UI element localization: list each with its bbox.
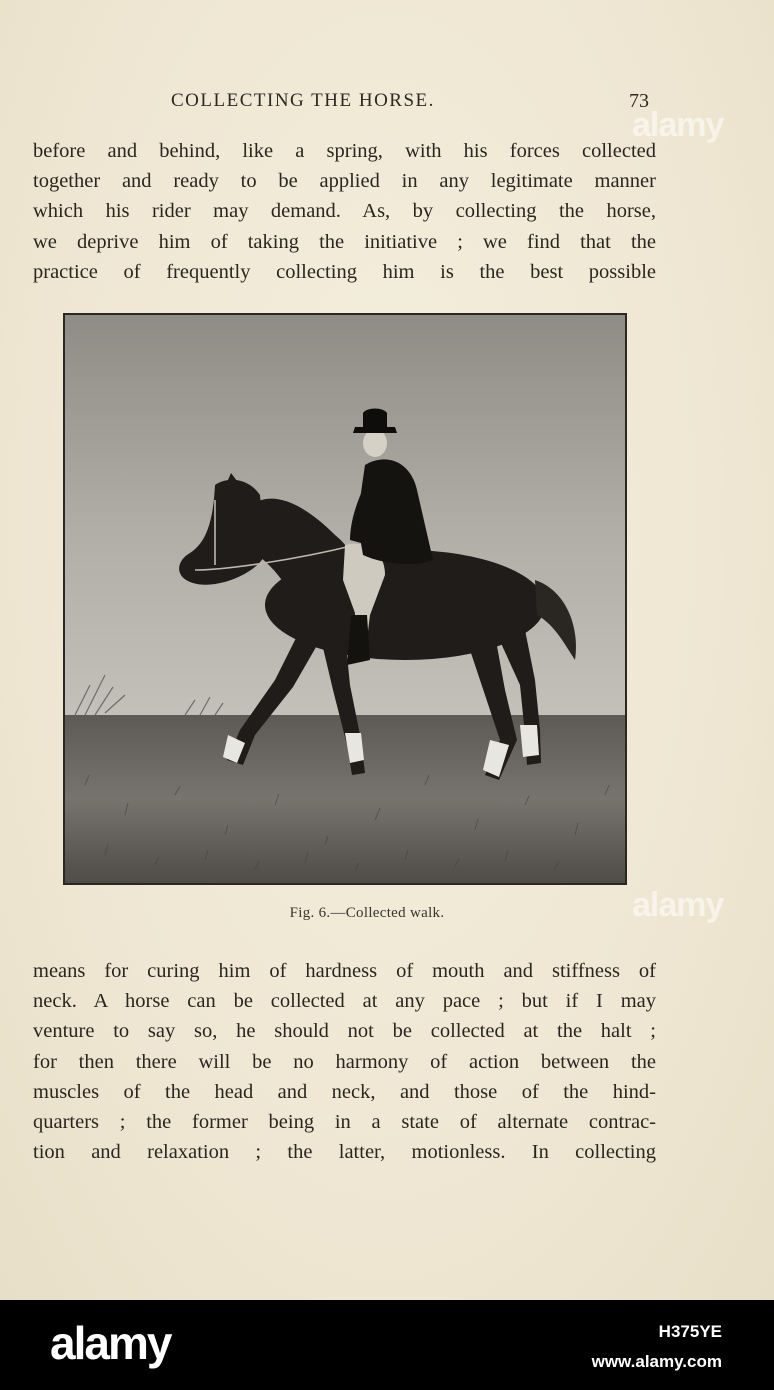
site-url: www.alamy.com <box>591 1352 722 1371</box>
text-line: quarters ; the former being in a state of alternate contrac- <box>33 1110 656 1133</box>
text-line: we deprive him of taking the initiative ; we find that the <box>33 230 656 253</box>
text-line: venture to say so, he should not be collected at the halt ; <box>33 1020 656 1043</box>
paragraph-top <box>33 136 656 287</box>
alamy-logo: alamy <box>50 1317 171 1369</box>
watermark: alamy <box>632 886 724 924</box>
text-line: neck. A horse can be collected at any pace ; but if I may <box>33 990 656 1013</box>
watermark: alamy <box>632 106 724 144</box>
paragraph-bottom <box>33 956 656 1167</box>
page-number: 73 <box>629 90 649 112</box>
text-line: muscles of the head and neck, and those of the hind- <box>33 1080 656 1103</box>
text-line: before and behind, like a spring, with his forces collected <box>33 140 656 162</box>
text-line: means for curing him of hardness of mouth and stiffness of <box>33 960 656 982</box>
text-line: practice of frequently collecting him is the best possible <box>33 260 656 283</box>
text-line: which his rider may demand. As, by collecting the horse, <box>33 200 656 223</box>
text-line: for then there will be no harmony of action between the <box>33 1050 656 1073</box>
image-id: H375YE <box>658 1322 722 1341</box>
stock-footer-bar <box>0 1300 774 1390</box>
caption-text: Fig. 6.—Collected walk. <box>289 905 445 921</box>
running-title: COLLECTING THE HORSE. <box>171 90 435 111</box>
horse-rider-illustration <box>63 313 627 885</box>
grass-field <box>65 715 625 883</box>
text-line: together and ready to be applied in any legitimate manner <box>33 170 656 193</box>
text-line: tion and relaxation ; the latter, motionless. In collecting <box>33 1141 656 1164</box>
